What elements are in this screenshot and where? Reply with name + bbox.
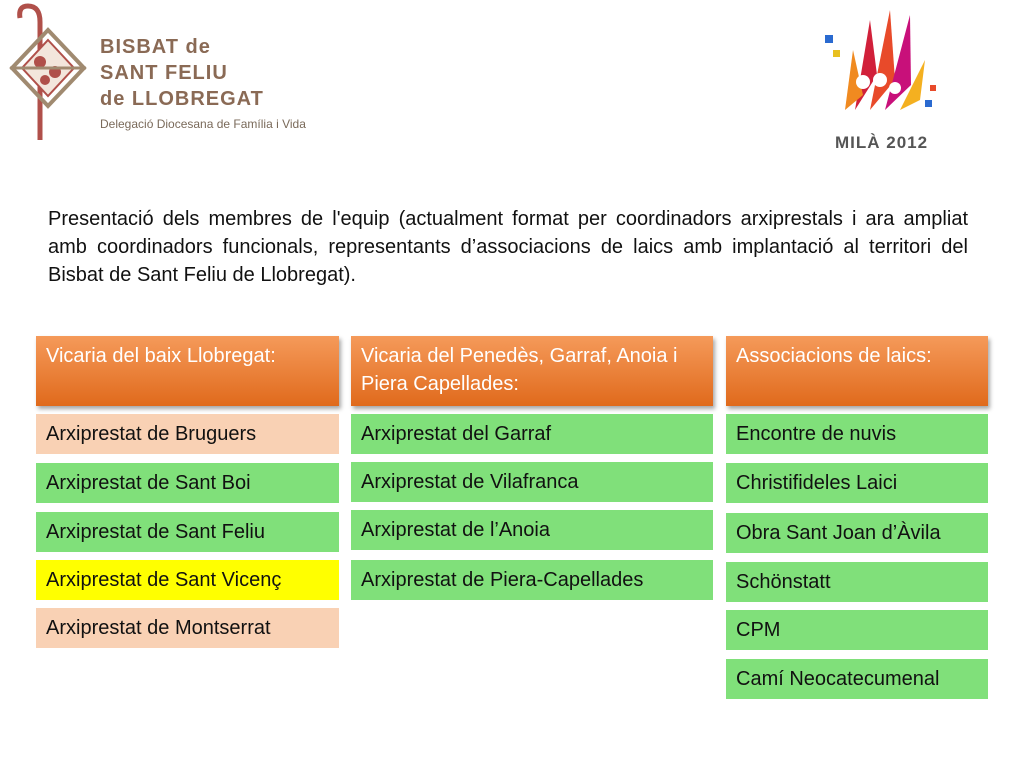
diocese-logo (0, 0, 360, 150)
org-name-line3: de LLOBREGAT (100, 88, 264, 110)
list-item: Arxiprestat de Bruguers (36, 414, 339, 454)
column-header: Vicaria del Penedès, Garraf, Anoia i Piera Capellades: (351, 336, 713, 406)
list-item: CPM (726, 610, 988, 650)
column-header: Associacions de laics: (726, 336, 988, 406)
list-item: Arxiprestat de Sant Vicenç (36, 560, 339, 600)
list-item: Schönstatt (726, 562, 988, 602)
list-item: Arxiprestat de l’Anoia (351, 510, 713, 550)
list-item: Camí Neocatecumenal (726, 659, 988, 699)
org-subtitle: Delegació Diocesana de Família i Vida (100, 117, 306, 131)
list-item: Arxiprestat de Piera-Capellades (351, 560, 713, 600)
family-flame-icon (815, 0, 945, 130)
list-item: Arxiprestat de Vilafranca (351, 462, 713, 502)
event-label: MILÀ 2012 (835, 133, 929, 152)
org-name-line2: SANT FELIU (100, 62, 228, 84)
list-item: Encontre de nuvis (726, 414, 988, 454)
column-header: Vicaria del baix Llobregat: (36, 336, 339, 406)
list-item: Arxiprestat del Garraf (351, 414, 713, 454)
list-item: Arxiprestat de Sant Feliu (36, 512, 339, 552)
crozier-emblem-icon (0, 0, 95, 150)
list-item: Arxiprestat de Montserrat (36, 608, 339, 648)
org-name-line1: BISBAT de (100, 36, 211, 58)
event-logo (815, 0, 945, 160)
intro-paragraph: Presentació dels membres de l'equip (actualment format per coordinadors arxiprestals i ara ampliat amb coordinadors funcionals, representants d’associacions de laics amb implantació al territori del Bisbat de Sant Feliu de Llobregat). (48, 208, 968, 286)
list-item: Arxiprestat de Sant Boi (36, 463, 339, 503)
list-item: Christifideles Laici (726, 463, 988, 503)
list-item: Obra Sant Joan d’Àvila (726, 513, 988, 553)
